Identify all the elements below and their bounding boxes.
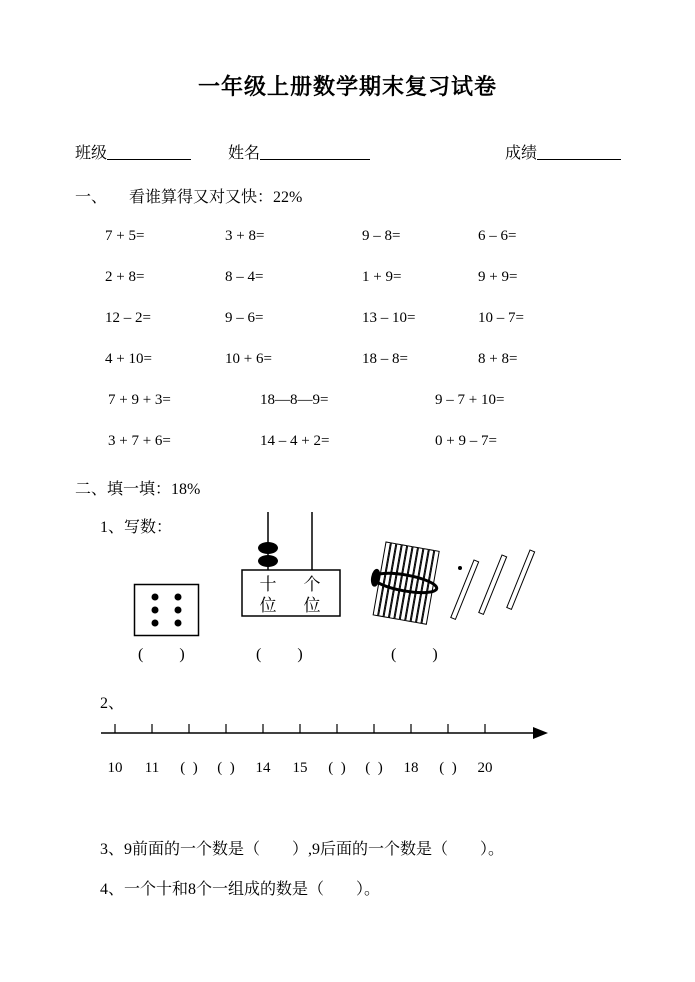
- number-line-label: ( ): [180, 760, 198, 776]
- page-title: 一年级上册数学期末复习试卷: [197, 74, 497, 99]
- section1-number: 一、: [75, 189, 108, 206]
- name-label: 姓名: [228, 145, 261, 162]
- math-problem: 9 – 6=: [225, 310, 264, 326]
- counting-sticks-graphic: [358, 538, 543, 638]
- score-blank-line: [537, 143, 621, 160]
- math-problem: 18—8—9=: [260, 392, 329, 408]
- abacus-tens-char: 十: [259, 575, 277, 594]
- number-line-label: ( ): [365, 760, 383, 776]
- number-line-label: 14: [255, 760, 271, 776]
- stick-bundle: [365, 541, 443, 625]
- math-problem: 8 – 4=: [225, 269, 264, 285]
- number-line-label: 18: [403, 760, 419, 776]
- math-problem: 4 + 10=: [105, 351, 152, 367]
- math-problem: 9 – 7 + 10=: [435, 392, 505, 408]
- math-row: [0, 421, 695, 462]
- write-number-blanks: [0, 646, 695, 670]
- math-row: [0, 339, 695, 380]
- abacus-ones-place-char: 位: [303, 596, 321, 615]
- math-problem: 9 + 9=: [478, 269, 518, 285]
- question4-text: 4、一个十和8个一组成的数是（ ）。: [100, 881, 381, 898]
- answer-blank: ( ): [391, 646, 438, 663]
- math-row: [0, 257, 695, 298]
- abacus-graphic: [240, 510, 344, 620]
- number-line-label: ( ): [328, 760, 346, 776]
- number-line-labels: [95, 760, 575, 782]
- math-problem: 2 + 8=: [105, 269, 145, 285]
- score-label: 成绩: [505, 145, 538, 162]
- single-stick: [451, 560, 479, 619]
- math-problem: 1 + 9=: [362, 269, 402, 285]
- section1-title: 看谁算得又对又快：22%: [129, 189, 303, 206]
- number-line-label: ( ): [439, 760, 457, 776]
- abacus-box: [242, 570, 340, 616]
- number-line-label: 10: [107, 760, 123, 776]
- math-problem: 3 + 8=: [225, 228, 265, 244]
- number-line-label: 11: [144, 760, 160, 776]
- number-line-label: ( ): [217, 760, 235, 776]
- math-problem: 6 – 6=: [478, 228, 517, 244]
- question2-label: 2、: [100, 695, 125, 712]
- math-row: [0, 216, 695, 257]
- score-field: [505, 140, 621, 163]
- math-row: [0, 298, 695, 339]
- abacus-ones-char: 个: [303, 575, 321, 594]
- dot-card-border: [135, 585, 199, 636]
- math-problem: 7 + 5=: [105, 228, 145, 244]
- math-problem: 14 – 4 + 2=: [260, 433, 330, 449]
- question1-label: 1、写数：: [100, 519, 173, 536]
- math-problem: 18 – 8=: [362, 351, 408, 367]
- number-line-arrowhead: [533, 727, 548, 739]
- answer-blank: ( ): [138, 646, 185, 663]
- single-stick: [479, 555, 507, 614]
- math-problem: 7 + 9 + 3=: [108, 392, 171, 408]
- question3-text: 3、9前面的一个数是（ ）,9后面的一个数是（ ）。: [100, 841, 505, 858]
- math-problem: 3 + 7 + 6=: [108, 433, 171, 449]
- abacus-tens-place-char: 位: [259, 596, 277, 615]
- math-problem: 8 + 8=: [478, 351, 518, 367]
- math-row: [0, 380, 695, 421]
- section1-heading: [75, 184, 302, 207]
- number-line-label: 15: [292, 760, 308, 776]
- name-blank-line: [260, 143, 370, 160]
- abacus-bead: [258, 555, 278, 567]
- header-fields: [0, 140, 695, 164]
- math-problem: 10 – 7=: [478, 310, 524, 326]
- name-field: [228, 140, 370, 163]
- math-problem: 10 + 6=: [225, 351, 272, 367]
- class-label: 班级: [75, 145, 108, 162]
- class-field: [75, 140, 191, 163]
- math-problem: 12 – 2=: [105, 310, 151, 326]
- math-problem: 9 – 8=: [362, 228, 401, 244]
- math-problem: 0 + 9 – 7=: [435, 433, 497, 449]
- separator-dot: [458, 566, 462, 570]
- math-problem: 13 – 10=: [362, 310, 416, 326]
- answer-blank: ( ): [256, 646, 303, 663]
- single-stick: [507, 550, 535, 609]
- number-line-label: 20: [477, 760, 493, 776]
- dot-card-graphic: [133, 583, 201, 639]
- arithmetic-problems: [0, 216, 695, 462]
- number-line-graphic: [95, 720, 557, 740]
- abacus-bead: [258, 542, 278, 554]
- section2-heading: 二、填一填：18%: [75, 481, 201, 498]
- class-blank-line: [107, 143, 191, 160]
